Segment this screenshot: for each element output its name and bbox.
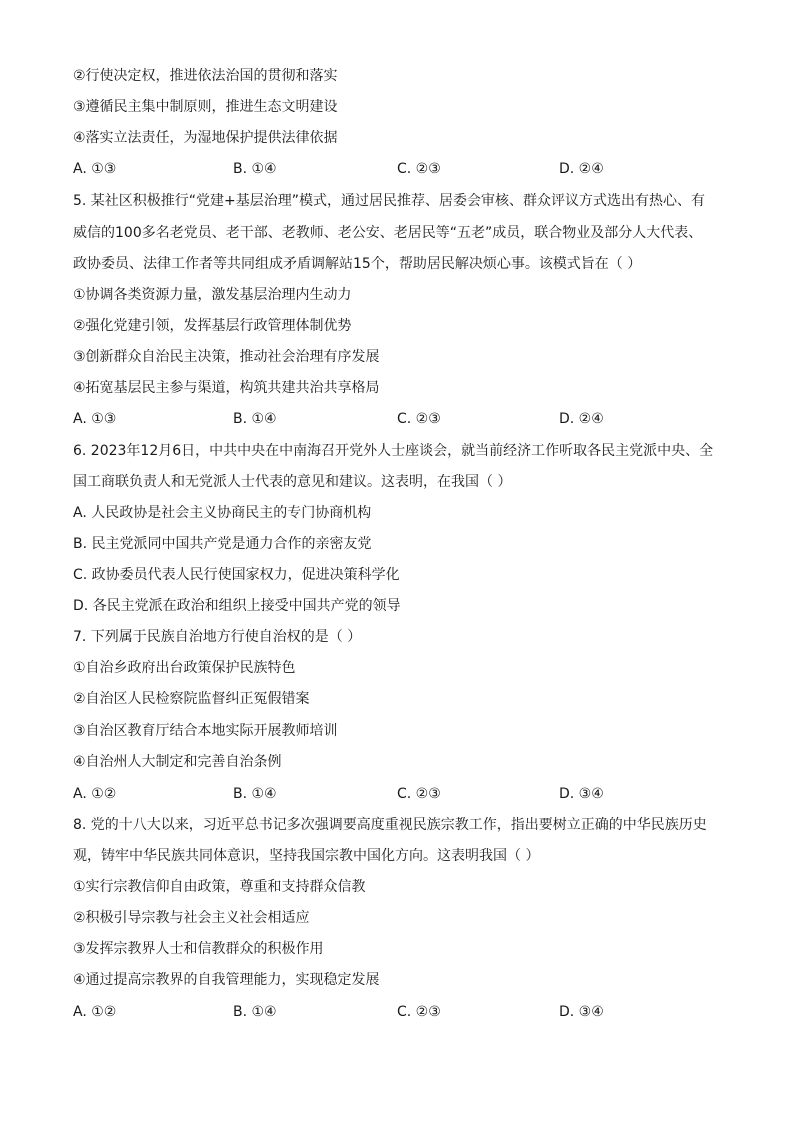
q8-stem-line-1: 8. 党的十八大以来，习近平总书记多次强调要高度重视民族宗教工作，指出要树立正确的中华民族历史: [73, 817, 707, 833]
q4-item-2: ②行使决定权，推进依法治国的贯彻和落实: [73, 68, 338, 84]
q5-stem-line-3: 政协委员、法律工作者等共同组成矛盾调解站15个，帮助居民解决烦心事。该模式旨在（ ）: [73, 256, 642, 272]
q5-option-b: B. ①④: [233, 411, 277, 427]
q7-option-b: B. ①④: [233, 786, 277, 802]
q5-option-d: D. ②④: [559, 411, 604, 427]
q8-item-3: ③发挥宗教界人士和信教群众的积极作用: [73, 941, 324, 957]
q4-option-c: C. ②③: [397, 161, 441, 177]
q8-stem-line-2: 观，铸牢中华民族共同体意识，坚持我国宗教中国化方向。这表明我国（ ）: [73, 848, 540, 864]
q4-option-b: B. ①④: [233, 161, 277, 177]
q6-stem-line-2: 国工商联负责人和无党派人士代表的意见和建议。这表明，在我国（ ）: [73, 474, 512, 490]
q7-options: [73, 785, 723, 803]
q7-option-a: A. ①②: [73, 786, 117, 802]
q7-item-4: ④自治州人大制定和完善自治条例: [73, 754, 282, 770]
q4-item-4: ④落实立法责任，为湿地保护提供法律依据: [73, 130, 338, 146]
q5-option-a: A. ①③: [73, 411, 117, 427]
q7-option-d: D. ③④: [559, 786, 604, 802]
q4-option-a: A. ①③: [73, 161, 117, 177]
q7-option-c: C. ②③: [397, 786, 441, 802]
q6-option-a: A. 人民政协是社会主义协商民主的专门协商机构: [73, 505, 372, 521]
q5-stem-line-1: 5. 某社区积极推行“党建+基层治理”模式，通过居民推荐、居委会审核、群众评议方式选出有热心、有: [73, 193, 706, 209]
q7-stem: 7. 下列属于民族自治地方行使自治权的是（ ）: [73, 629, 362, 645]
q8-item-1: ①实行宗教信仰自由政策，尊重和支持群众信教: [73, 879, 366, 895]
q5-item-4: ④拓宽基层民主参与渠道，构筑共建共治共享格局: [73, 380, 380, 396]
q6-option-d: D. 各民主党派在政治和组织上接受中国共产党的领导: [73, 598, 401, 614]
q8-options: [73, 1003, 723, 1021]
q8-option-b: B. ①④: [233, 1004, 277, 1020]
q8-option-d: D. ③④: [559, 1004, 604, 1020]
q8-item-2: ②积极引导宗教与社会主义社会相适应: [73, 910, 310, 926]
q7-item-1: ①自治乡政府出台政策保护民族特色: [73, 660, 296, 676]
q8-option-c: C. ②③: [397, 1004, 441, 1020]
q4-options: [73, 160, 723, 178]
q5-item-1: ①协调各类资源力量，激发基层治理内生动力: [73, 287, 352, 303]
q5-option-c: C. ②③: [397, 411, 441, 427]
q6-option-c: C. 政协委员代表人民行使国家权力，促进决策科学化: [73, 567, 400, 583]
q4-item-3: ③遵循民主集中制原则，推进生态文明建设: [73, 99, 338, 115]
q6-stem-line-1: 6. 2023年12月6日，中共中央在中南海召开党外人士座谈会，就当前经济工作听取各民主党派中央、全: [73, 443, 714, 459]
q8-item-4: ④通过提高宗教界的自我管理能力，实现稳定发展: [73, 972, 380, 988]
q7-item-2: ②自治区人民检察院监督纠正冤假错案: [73, 691, 310, 707]
q5-item-2: ②强化党建引领，发挥基层行政管理体制优势: [73, 318, 352, 334]
q8-option-a: A. ①②: [73, 1004, 117, 1020]
q5-stem-line-2: 威信的100多名老党员、老干部、老教师、老公安、老居民等“五老”成员，联合物业及部分人大代表、: [73, 225, 703, 241]
q5-options: [73, 410, 723, 428]
q7-item-3: ③自治区教育厅结合本地实际开展教师培训: [73, 723, 338, 739]
q5-item-3: ③创新群众自治民主决策，推动社会治理有序发展: [73, 349, 380, 365]
q4-option-d: D. ②④: [559, 161, 604, 177]
q6-option-b: B. 民主党派同中国共产党是通力合作的亲密友党: [73, 536, 372, 552]
